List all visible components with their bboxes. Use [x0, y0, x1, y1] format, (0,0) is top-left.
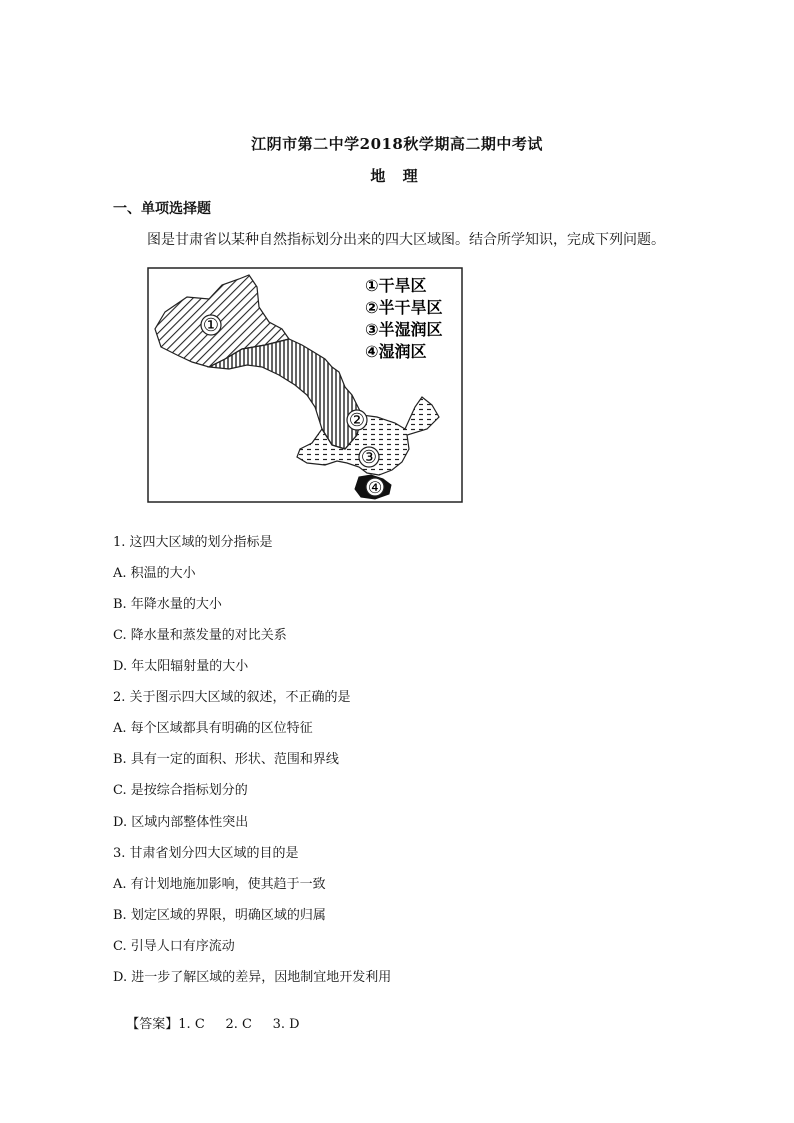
- legend-arid: ①干旱区: [365, 276, 427, 295]
- legend-semiarid: ②半干旱区: [365, 298, 443, 317]
- region-label-4: ④: [367, 478, 383, 497]
- question-option: A. 积温的大小: [113, 566, 196, 581]
- question-intro: 图是甘肃省以某种自然指标划分出来的四大区域图。结合所学知识，完成下列问题。: [147, 232, 665, 248]
- question-option: C. 引导人口有序流动: [113, 939, 235, 954]
- question-option: D. 进一步了解区域的差异，因地制宜地开发利用: [113, 970, 392, 985]
- answer-key: [118, 998, 300, 1032]
- exam-title: 江阴市第二中学2018秋学期高二期中考试: [251, 135, 543, 153]
- question-option: B. 年降水量的大小: [113, 597, 222, 612]
- question-stem: 3. 甘肃省划分四大区域的目的是: [113, 846, 299, 861]
- region-label-1: ①: [202, 315, 220, 336]
- answer-item: 3. D: [272, 1017, 300, 1032]
- answer-item: 1. C: [178, 1017, 205, 1032]
- exam-subject: 地 理: [370, 167, 424, 185]
- region-label-2: ②: [348, 410, 366, 431]
- question-option: A. 每个区域都具有明确的区位特征: [113, 721, 313, 736]
- legend-humid: ④湿润区: [365, 342, 427, 361]
- answer-item: 2. C: [225, 1017, 252, 1032]
- gansu-region-map: [147, 267, 463, 503]
- question-stem: 2. 关于图示四大区域的叙述，不正确的是: [113, 690, 351, 705]
- question-option: D. 区域内部整体性突出: [113, 815, 249, 830]
- question-option: D. 年太阳辐射量的大小: [113, 659, 249, 674]
- answer-label: 【答案】: [126, 1017, 179, 1032]
- question-option: C. 降水量和蒸发量的对比关系: [113, 628, 287, 643]
- section-heading: 一、单项选择题: [113, 201, 211, 217]
- question-option: B. 划定区域的界限，明确区域的归属: [113, 908, 326, 923]
- question-option: B. 具有一定的面积、形状、范围和界线: [113, 752, 339, 767]
- legend-semihumid: ③半湿润区: [365, 320, 443, 339]
- question-option: C. 是按综合指标划分的: [113, 783, 248, 798]
- question-option: A. 有计划地施加影响，使其趋于一致: [113, 877, 326, 892]
- region-label-3: ③: [360, 447, 378, 468]
- question-stem: 1. 这四大区域的划分指标是: [113, 535, 273, 550]
